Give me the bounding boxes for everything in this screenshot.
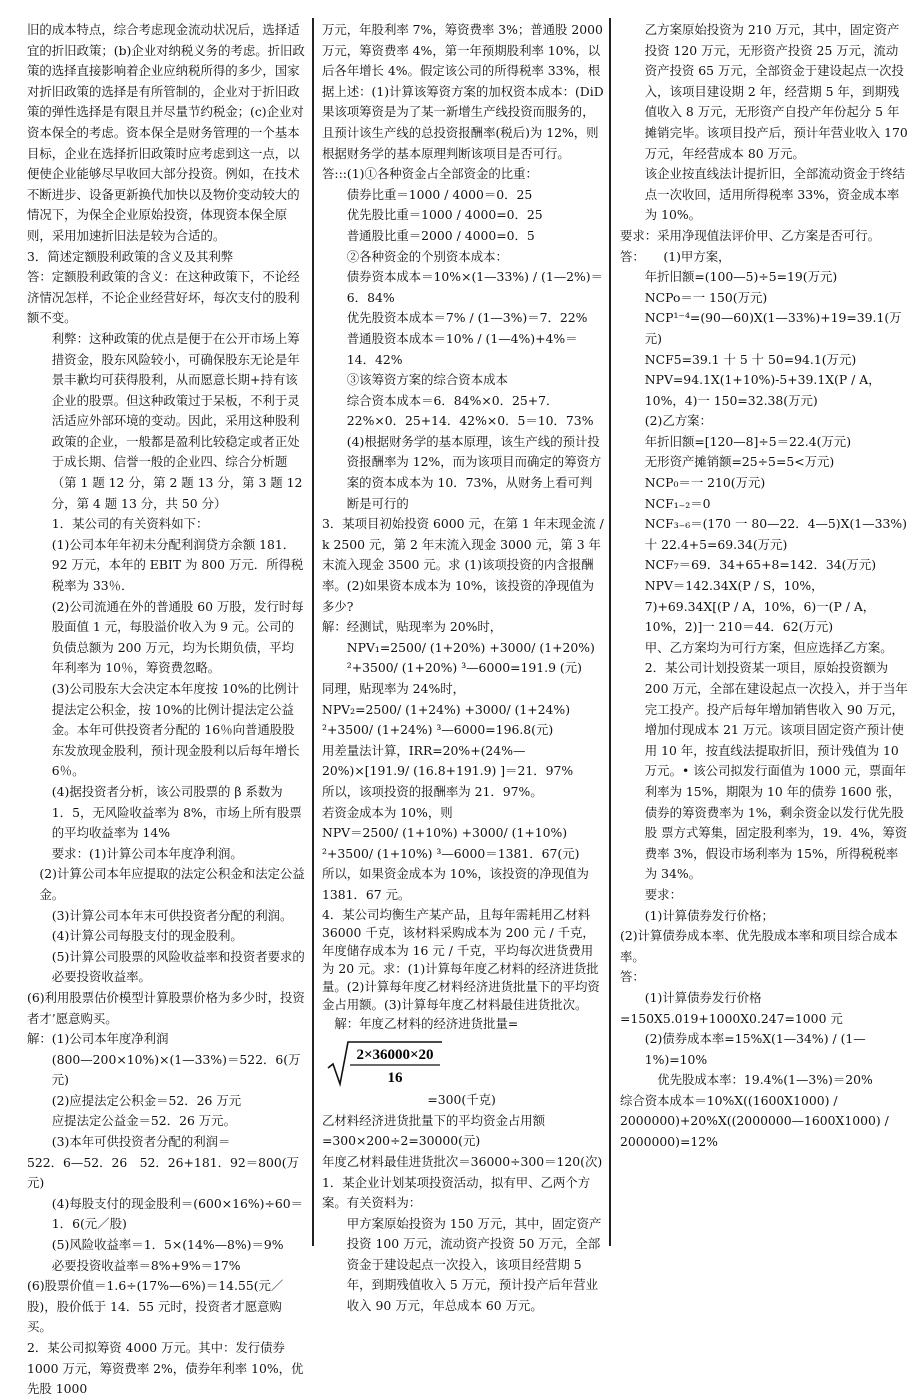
solution-heading: 解：(1)公司本年度净利润	[27, 1031, 169, 1047]
solution-line: (3)本年可供投资者分配的利润＝	[51, 1134, 231, 1150]
paragraph: (1)公司本年年初未分配利润贷方余额 181．92 万元，本年的 EBIT 为 800 万元．所得税税率为 33％．	[51, 536, 304, 594]
solution-line: 若资金成本为 10%，则	[322, 804, 453, 820]
solution-line: 用差量法计算，IRR=20%+(24%—20%)×[191.9/ (16.8+191.9) ]＝21．97%	[322, 742, 574, 779]
solution-line: 普通股比重＝2000 / 4000=0．5	[346, 227, 535, 243]
paragraph: 甲方案原始投资为 150 万元，其中，固定资产投资 100 万元，流动资产投资 50 万元，全部资金于建设起点一次投入，该项目经营期 5 年，到期残值收入 5 万元，预计投产后年营业收入 90 万元，年总成本 60 万元。	[346, 1215, 602, 1314]
solution-line: 所以，如果资金成本为 10%，该投资的净现值为 1381．67 元。	[322, 866, 589, 902]
solution-line: (2)应提法定公积金＝52．26 万元	[51, 1092, 242, 1108]
requirement: (3)计算公司本年末可供投资者分配的利润。	[51, 907, 293, 923]
solution-line: NPV＝142.34X(P / S，10%，7)+69.34X[(P / A，10%，6)一(P / A，10%，2)]一 210＝44．62(万元)	[644, 578, 876, 635]
requirement: 要求：	[644, 886, 682, 902]
answer-heading: 答： (1)甲方案，	[620, 248, 731, 264]
solution-line: NPV=94.1X(1+10%)-5+39.1X(P / A，10%，4)一 150=32.38(万元)	[644, 372, 881, 408]
solution-line: 综合资本成本＝10%X((1600X1000) / 2000000)+20%X((2000000—1600X1000) / 2000000)=12%	[620, 1092, 889, 1150]
answer-heading: 答:::(1)①各种资金占全部资金的比重：	[322, 166, 538, 182]
solution-line: NCF₁₋₂＝0	[644, 495, 711, 511]
conclusion: 甲、乙方案均为可行方案，但应选择乙方案。	[644, 639, 893, 655]
requirement: (2)计算债券成本率、优先股成本率和项目综合成本率。	[620, 928, 898, 964]
requirement: (5)计算公司股票的风险收益率和投资者要求的必要投资收益率。	[51, 948, 305, 985]
requirement: (6)利用股票估价模型计算股票价格为多少时，投资者才’愿意购买。	[27, 989, 305, 1026]
solution-line: NCF₃₋₆＝(170 一 80—22．4—5)X(1—33%)十 22.4+5=69.34(万元)	[644, 516, 907, 552]
solution-line: ③该筹资方案的综合资本成本	[346, 372, 508, 388]
problem-heading: 1．某企业计划某项投资活动，拟有甲、乙两个方案。有关资料为：	[322, 1174, 591, 1211]
solution-line: NPV₂=2500/ (1+24%) +3000/ (1+24%) ²+3500/ (1+24%) ³—6000=196.8(元)	[322, 701, 571, 738]
solution-line: NCP¹⁻⁴=(90—60)X(1—33%)+19=39.1(万元)	[644, 310, 902, 346]
solution-line: (4)每股支付的现金股利＝(600×16%)÷60＝1．6(元／股)	[51, 1195, 304, 1232]
solution-line: =150X5.019+1000X0.247=1000 元	[620, 1010, 843, 1026]
solution-line: 应提法定公益金＝52．26 万元。	[51, 1113, 236, 1129]
solution-heading: 解：经测试，贴现率为 20%时，	[322, 619, 503, 635]
paragraph: (4)据投资者分析，该公司股票的 β 系数为 1．5，无风险收益率为 8%，市场上所有股票的平均收益率为 14%	[51, 783, 302, 841]
problem-heading: 2．某公司计划投资某一项目，原始投资额为 200 万元，全部在建设起点一次投入，并于当年完工投产。投产后每年增加销售收入 90 万元，增加付现成本 21 万元。该项目固定资产预计使用 10 年，按直线法提取折旧，预计残值为 10 万元。• 该公司拟发行面值为 1000 元，票面年 利率为 15%，期限为 10 年的债券 1600 张，债券的筹资费率为 1%，剩余资金以发行优先股股 票方式筹集，固定股利率为，19．4%，筹资费率 3%，假设市场利率为 15%，所得税税率为 34%。	[644, 660, 908, 882]
solution-line: 所以，该项投资的报酬率为 21．97%。	[322, 783, 543, 799]
problem-heading: 2．某公司拟筹资 4000 万元。其中：发行债券 1000 万元，筹资费率 2%，债券年利率 10%，优先股 1000	[27, 1340, 304, 1397]
question-heading: 3．简述定额股利政策的含义及其利弊	[27, 248, 234, 264]
solution-line: 综合资本成本＝6．84%×0．25+7．22%×0．25+14．42%×0．5＝10．73%	[346, 392, 594, 429]
paragraph: 乙方案原始投资为 210 万元，其中，固定资产投资 120 万元，无形资产投资 25 万元，流动资产投资 65 万元，全部资金于建设起点一次投入，该项目建设期 2 年，经营期 5 年，到期残值收入 8 万元，无形资产自投产年份起分 5 年摊销完毕。该项目投产后，预计年营业收入 170 万元，年经营成本 80 万元。	[644, 22, 908, 161]
solution-line: 优先股成本率：19.4%(1—3%)＝20%	[657, 1072, 873, 1088]
solution-line: NCF5=39.1 十 5 十 50=94.1(万元)	[644, 351, 857, 367]
solution-line: 普通股资本成本＝10% / (1—4%)+4%＝14．42%	[346, 330, 578, 367]
paragraph: (4)根据财务学的基本原理，该生产线的预计投资报酬率为 12%，而为该项目而确定的筹资方案的资本成本为 10．73%，从财务上看可判断是可行的	[346, 433, 602, 511]
solution-line: (5)风险收益率＝1．5×(14%—8%)＝9%	[51, 1237, 284, 1253]
solution-line: 年折旧额=[120—8]÷5＝22.4(万元)	[644, 433, 852, 449]
solution-line: (1)计算债券发行价格	[644, 989, 762, 1005]
solution-line: 债券比重＝1000 / 4000＝0．25	[346, 186, 533, 202]
requirement: 要求：采用净现值法评价甲、乙方案是否可行。	[620, 227, 881, 243]
requirement: 要求：(1)计算公司本年度净利润。	[51, 845, 243, 861]
solution-heading: 解：年度乙材料的经济进货批量=	[334, 1015, 519, 1031]
solution-line: NCF₇＝69．34+65+8=142．34(万元)	[644, 557, 877, 573]
column-1	[27, 20, 305, 1400]
problem-heading: 3．某项目初始投资 6000 元，在第 1 年末现金流 / k 2500 元，第 2 年末流入现金 3000 元，第 3 年末流入现金 3500 元。求 (1)该项投资的内含报酬率。(2)如果资本成本为 10%，该投资的净现值为多少?	[322, 516, 604, 614]
paragraph: 答：定额股利政策的含义：在这种政策下，不论经济情况怎样，不论企业经营好坏，每次支付的股利额不变。	[27, 269, 300, 326]
solution-line: 年折旧额=(100—5)÷5=19(万元)	[644, 269, 838, 285]
column-2	[322, 20, 604, 1317]
solution-line: 必要投资收益率＝8%+9%＝17%	[51, 1257, 241, 1273]
problem-heading: 4．某公司均衡生产某产品，且每年需耗用乙材料 36000 千克，该材料采购成本为 200 元 / 千克，年度储存成本为 16 元 / 千克，平均每次进货费用为 20 元。求：(1)计算每年度乙材料的经济进货批量。(2)计算每年度乙材料经济进货批量下的平均资金占用额。(3)计算每年度乙材料最佳进货批次。	[322, 906, 600, 1012]
solution-line: NPV₁=2500/ (1+20%) +3000/ (1+20%) ²+3500/ (1+20%) ³—6000=191.9 (元)	[346, 639, 595, 676]
solution-line: 同理，贴现率为 24%时，	[322, 681, 465, 696]
column-divider	[312, 18, 314, 1246]
answer-heading: 答：	[620, 969, 645, 985]
eoq-formula	[326, 1038, 604, 1088]
solution-line: 优先股资本成本＝7% / (1—3%)＝7．22%	[346, 310, 588, 326]
requirement: (1)计算债券发行价格；	[644, 907, 774, 923]
solution-line: (6)股票价值＝1.6÷(17%—6%)＝14.55(元／股)，股价低于 14．55 元时，投资者才愿意购买。	[27, 1278, 284, 1335]
paragraph: 旧的成本特点，综合考虑现金流动状况后，选择适宜的折旧政策；(b)企业对纳税义务的考虑。折旧政策的选择直接影响着企业应纳税所得的多少，国家对折旧政策的选择是有所管制的，企业对于折旧政策的弹性选择是有限且并尽量节约税金；(c)企业对资本保全的考虑。资本保全是财务管理的一个基本目标，企业在选择折旧政策时应考虑到这一点，以便使企业能够尽早收回大部分投资。例如，在技术不断进步、设备更新换代加快以及物价变动较大的情况下，为保全企业原始投资，体现资本保全原则，采用加速折旧法是较为合适的。	[27, 22, 305, 243]
formula-numerator: 2×36000×20	[356, 1047, 434, 1064]
paragraph: 该企业按直线法计提折旧，全部流动资金于终结点一次收回，适用所得税率 33%，资金成本率为 10%。	[644, 166, 905, 223]
column-3	[620, 20, 908, 1153]
solution-line: NCPo＝一 150(万元)	[644, 289, 768, 305]
requirement: (4)计算公司每股支付的现金股利。	[51, 928, 243, 944]
solution-line: (800—200×10%)×(1—33%)＝522．6(万元)	[51, 1051, 301, 1088]
solution-line: ②各种资金的个别资本成本：	[346, 248, 508, 264]
column-divider	[609, 18, 611, 1246]
paragraph: 利弊：这种政策的优点是便于在公开市场上筹措资金，股东风险较小，可确保股东无论是年景丰歉均可获得股利，从而愿意长期+持有该企业的股票。但这种政策过于呆板，不利于灵活适应外部环境的变动。因此，采用这种股利政策的企业，一般都是盈利比较稳定或者正处于成长期、信誉一般的企业四、综合分析题（第 1 题 12 分，第 2 题 13 分，第 3 题 12 分，第 4 题 13 分，共 50 分）	[51, 330, 303, 511]
solution-line: 年度乙材料最佳进货批次＝36000÷300＝120(次)	[322, 1153, 603, 1169]
solution-line: NPV＝2500/ (1+10%) +3000/ (1+10%) ²+3500/ (1+10%) ³—6000＝1381．67(元)	[322, 825, 580, 861]
solution-line: 乙材料经济进货批量下的平均资金占用额	[322, 1112, 546, 1128]
paragraph: (3)公司股东大会决定本年度按 10%的比例计提法定公积金，按 10%的比例计提法定公益金。本年可供投资者分配的 16％向普通股股东发放现金股利，预计现金股利以后每年增长 6％。	[51, 681, 300, 779]
solution-line: =300×200÷2=30000(元)	[322, 1133, 481, 1149]
formula-denominator: 16	[387, 1070, 403, 1087]
paragraph: (2)公司流通在外的普通股 60 万股，发行时每股面值 1 元，每股溢价收入为 9 元。公司的负债总额为 200 万元，均为长期负债，平均年利率为 10％，筹资费忽略。	[51, 598, 304, 676]
solution-line: 522．6—52．26 52．26+181．92＝800(万元)	[27, 1154, 300, 1191]
solution-line: =300(千克)	[427, 1092, 496, 1108]
solution-line: (2)乙方案：	[644, 413, 712, 429]
square-root-formula	[326, 1038, 444, 1088]
solution-line: (2)债券成本率=15%X(1—34%) / (1—1%)=10%	[644, 1031, 866, 1067]
solution-line: 优先股比重＝1000 / 4000=0．25	[346, 207, 543, 223]
problem-heading: 1．某公司的有关资料如下：	[51, 516, 209, 532]
solution-line: 债券资本成本＝10%×(1—33%) / (1—2%)＝6．84%	[346, 269, 603, 305]
paragraph: 万元，年股利率 7%，筹资费率 3%；普通股 2000 万元，筹资费率 4%，第一年预期股利率 10%，以后各年增长 4%。假定该公司的所得税率 33%，根据上述：(1)计算该筹资方案的加权资本成本：(DiD 果该项筹资是为了某一新增生产线投资而服务的，且预计该生产线的总投资报酬率(税后)为 12%，则根据财务学的基本原理判断该项目是否可行。	[322, 22, 604, 161]
solution-line: NCP₀＝一 210(万元)	[644, 475, 766, 491]
solution-line: 无形资产摊销额=25÷5=5<万元)	[644, 454, 835, 470]
requirement: (2)计算公司本年应提取的法定公积金和法定公益金。	[39, 866, 305, 902]
